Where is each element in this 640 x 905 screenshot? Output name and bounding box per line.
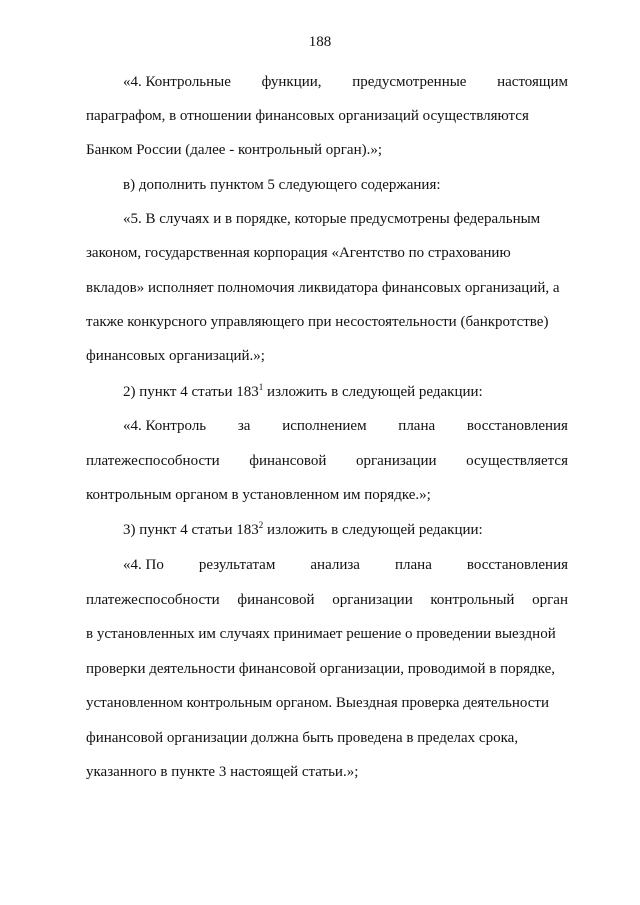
text-line: в) дополнить пунктом 5 следующего содержания: (123, 177, 441, 193)
superscript: 2 (258, 520, 264, 530)
text-line: проверки деятельности финансовой организации, проводимой в порядке, (86, 661, 555, 677)
text-line: платежеспособности финансовой организации контрольный орган (86, 592, 568, 608)
text-line: указанного в пункте 3 настоящей статьи.»; (86, 764, 359, 780)
text-line: также конкурсного управляющего при несостоятельности (банкротстве) (86, 314, 549, 330)
text-line: 2) пункт 4 статьи $183^1$ изложить в следующей редакции: (123, 382, 483, 400)
page-number: 188 (308, 34, 332, 50)
text-line: параграфом, в отношении финансовых организаций осуществляются (86, 108, 529, 124)
text-line: установленном контрольным органом. Выездная проверка деятельности (86, 695, 549, 711)
text-line: в установленных им случаях принимает решение о проведении выездной (86, 626, 556, 642)
text-line: контрольным органом в установленном им порядке.»; (86, 487, 431, 503)
text-line: «5. В случаях и в порядке, которые предусмотрены федеральным (123, 211, 541, 227)
text-line: финансовой организации должна быть проведена в пределах срока, (86, 730, 519, 746)
text-line: Банком России (далее - контрольный орган).»; (86, 142, 383, 158)
text-line: законом, государственная корпорация «Агентство по страхованию (86, 245, 511, 261)
superscript: 1 (258, 382, 264, 392)
text-line: платежеспособности финансовой организации осуществляется (86, 453, 568, 469)
text-line: 3) пункт 4 статьи $183^2$ изложить в следующей редакции: (123, 520, 483, 538)
text-line: вкладов» исполняет полномочия ликвидатора финансовых организаций, а (86, 280, 560, 296)
text-line: «4. Контрольные функции, предусмотренные настоящим (123, 74, 568, 90)
text-line: финансовых организаций.»; (86, 348, 265, 364)
text-line: «4. Контроль за исполнением плана восстановления (123, 418, 568, 434)
text-line: «4. По результатам анализа плана восстановления (123, 557, 568, 573)
